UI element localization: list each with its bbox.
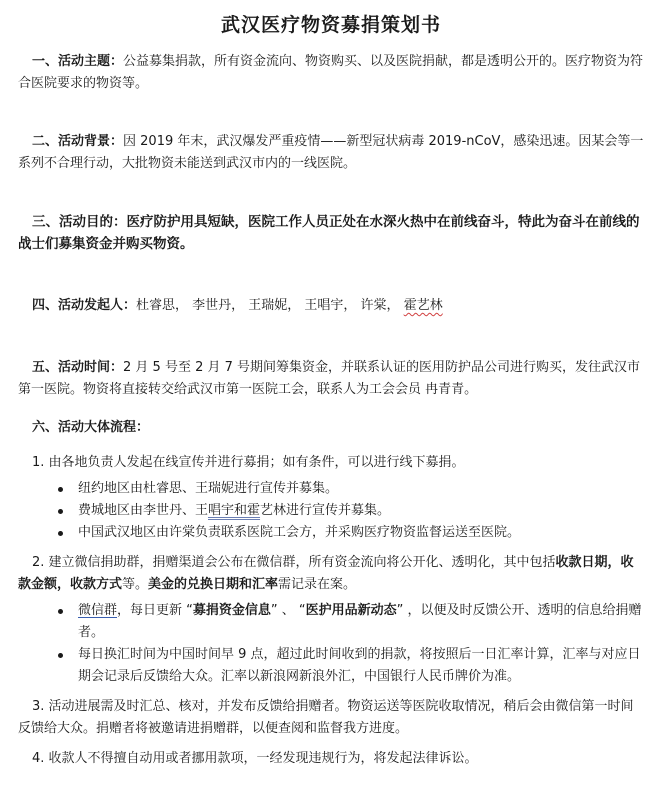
step2-bold-part: 收款日期，收款金额，收款方式	[18, 555, 634, 592]
section-process-heading: 六、活动大体流程：	[32, 420, 150, 435]
step2-part: 等。	[122, 577, 149, 592]
step2-part: 需记录在案。	[278, 577, 357, 592]
section-theme-heading: 一、活动主题：	[32, 54, 124, 69]
section-initiators	[18, 295, 644, 317]
list-item: 纽约地区由杜睿思、王瑞妮进行宣传并募集。	[78, 478, 644, 500]
section-time-body: 2 月 5 号至 2 月 7 号期间筹集资金，并联系认证的医用防护品公司进行购买，发往武汉市第一医院。物资将直接转交给武汉市第一医院工会，联系人为工会会员 冉青青。	[18, 360, 641, 397]
document-title: 武汉医疗物资募捐策划书	[220, 14, 441, 36]
section-theme	[18, 51, 644, 95]
step2-bold-part: 美金的兑换日期和汇率	[148, 577, 279, 592]
process-step-4: 4. 收款人不得擅自动用或者挪用款项，一经发现违规行为，将发起法律诉讼。	[32, 751, 478, 766]
section-background	[18, 131, 644, 175]
list-item-underlined-part: 唱宇和霍	[208, 503, 261, 518]
step2-part: 2. 建立微信捐助群，捐赠渠道会公布在微信群，所有资金流向将公开化、透明化，其中包括	[32, 555, 556, 570]
list-item: 每日换汇时间为中国时间早 9 点，超过此时间收到的捐款，将按照后一日汇率计算，汇率与对应日期会记录后反馈给大众。汇率以新浪网新浪外汇，中国银行人民币牌价为准。	[78, 644, 644, 688]
process-step-2	[18, 552, 644, 596]
section-time-heading: 五、活动时间：	[32, 360, 124, 375]
list-item-part: ” ，以便及时反馈公开、透明的信息给捐赠者。	[78, 603, 642, 640]
initiator-last-name: 霍艺林	[403, 298, 443, 313]
list-item-part: ，每日更新 “	[117, 603, 193, 618]
section-background-heading: 二、活动背景：	[32, 134, 124, 149]
list-item-bold-part: 募捐资金信息	[192, 603, 271, 618]
wechat-group-link: 微信群	[78, 603, 118, 618]
list-item-bold-part: 医护用品新动态	[305, 603, 397, 618]
list-item-part: 艺林进行宣传并募集。	[260, 503, 391, 518]
process-step-1-list	[18, 478, 644, 544]
initiator-names: 杜睿思， 李世丹， 王瑞妮， 王唱宇， 许棠，	[136, 298, 404, 313]
list-item: 中国武汉地区由许棠负责联系医院工会方，并采购医疗物资监督运送至医院。	[78, 522, 644, 544]
section-theme-body: 公益募集捐款，所有资金流向、物资购买、以及医院捐献，都是透明公开的。医疗物资为符合医院要求的物资等。	[18, 54, 644, 91]
process-step-1: 1. 由各地负责人发起在线宣传并进行募捐；如有条件，可以进行线下募捐。	[32, 455, 465, 470]
section-background-body: 因 2019 年末，武汉爆发严重疫情——新型冠状病毒 2019-nCoV，感染迅速。因某会等一系列不合理行动，大批物资未能送到武汉市内的一线医院。	[18, 134, 644, 171]
process-step-3: 3. 活动进展需及时汇总、核对，并发布反馈给捐赠者。物资运送等医院收取情况，稍后会由微信第一时间反馈给大众。捐赠者将被邀请进捐赠群，以便查阅和监督我方进度。	[18, 699, 634, 736]
list-item	[78, 600, 644, 644]
section-time	[18, 357, 644, 401]
section-purpose: 三、活动目的：医疗防护用具短缺，医院工作人员正处在水深火热中在前线奋斗，特此为奋斗在前线的战士们募集资金并购买物资。	[18, 214, 640, 252]
list-item-part: ” 、 “	[270, 603, 306, 618]
list-item	[78, 500, 644, 522]
list-item-part: 费城地区由李世丹、王	[78, 503, 209, 518]
section-initiators-heading: 四、活动发起人：	[32, 298, 137, 313]
process-step-2-list	[18, 600, 644, 688]
